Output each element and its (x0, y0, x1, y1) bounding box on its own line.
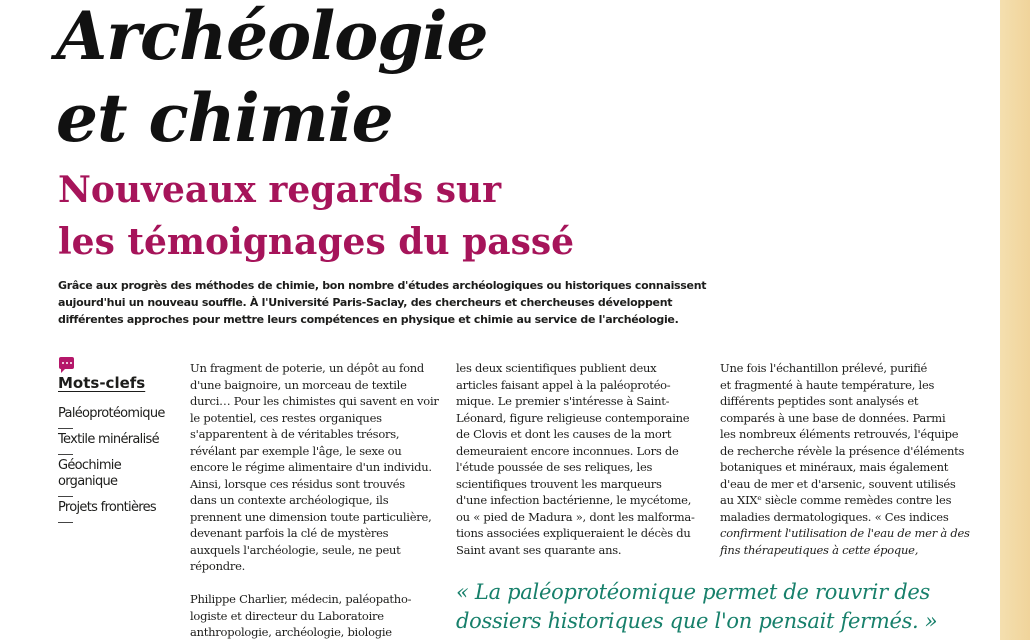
body-line: Une fois l'échantillon prélevé, purifié (720, 361, 928, 375)
body-line: scientifiques trouvent les marqueurs (456, 476, 662, 491)
body-line: s'apparentent à de véritables trésors, (190, 427, 400, 441)
keyword-item: Projets frontières (58, 500, 170, 523)
body-line: Ainsi, lorsque ces résidus sont trouvés (190, 476, 405, 491)
body-line-italic: confirment l'utilisation de l'eau de mer à des (720, 526, 970, 540)
body-line: d'eau de mer et d'arsenic, souvent utilisés (720, 476, 956, 491)
body-line: tions associées expliqueraient le décès du (456, 526, 691, 540)
body-line: et fragmenté à haute température, les (720, 377, 935, 392)
pull-quote-line-1: « La paléoprotéomique permet de rouvrir des (456, 580, 930, 604)
keyword-item: Géochimie organique (58, 458, 170, 497)
body-line: devenant parfois la clé de mystères (190, 526, 389, 540)
body-line: logiste et directeur du Laboratoire (190, 608, 384, 623)
body-line: ou « pied de Madura », dont les malforma- (456, 509, 695, 524)
speech-bubble-icon (59, 357, 74, 369)
body-line: demeuraient encore inconnues. Lors de (456, 443, 679, 458)
keyword-item: Textile minéralisé (58, 432, 170, 455)
body-line: botaniques et minéraux, mais également (720, 460, 949, 474)
article-subtitle-line-1: Nouveaux regards sur (58, 169, 502, 211)
body-line: l'étude poussée de ses reliques, les (456, 460, 653, 474)
body-line: mique. Le premier s'intéresse à Saint- (456, 394, 670, 408)
body-line: les nombreux éléments retrouvés, l'équipe (720, 427, 959, 441)
body-line: de Clovis et dont les causes de la mort (456, 427, 672, 441)
article-title-line-1: Archéologie (56, 0, 488, 75)
body-line: d'une infection bactérienne, le mycétome, (456, 493, 692, 507)
body-line: Léonard, figure religieuse contemporaine (456, 410, 690, 425)
body-line: auxquels l'archéologie, seule, ne peut (190, 542, 401, 557)
article-subtitle-line-2: les témoignages du passé (58, 221, 575, 263)
body-line-italic: fins thérapeutiques à cette époque, (720, 542, 919, 557)
body-line: les deux scientifiques publient deux (456, 361, 657, 375)
body-line: le potentiel, ces restes organiques (190, 410, 382, 425)
body-line: différents peptides sont analysés et (720, 394, 919, 408)
body-line: encore le régime alimentaire d'un individu. (190, 460, 432, 474)
body-line: comparés à une base de données. Parmi (720, 410, 946, 425)
body-line: anthropologie, archéologie, biologie (190, 625, 392, 639)
body-column-2 (456, 360, 695, 558)
body-line: articles faisant appel à la paléoprotéo- (456, 377, 671, 392)
body-line: durci… Pour les chimistes qui savent en voir (190, 394, 439, 408)
keyword-item: Paléoprotéomique (58, 406, 170, 429)
body-line: répondre. (190, 559, 246, 573)
body-line: prennent une dimension toute particulière, (190, 509, 432, 524)
body-line: Philippe Charlier, médecin, paléopatho- (190, 592, 412, 606)
body-line: révélant par exemple l'âge, le sexe ou (190, 443, 402, 458)
body-line: Saint avant ses quarante ans. (456, 542, 622, 557)
body-column-1 (190, 360, 439, 641)
keywords-list (58, 406, 170, 526)
body-line: maladies dermatologiques. « Ces indices (720, 509, 949, 524)
pull-quote-line-2: dossiers historiques que l'on pensait fermés. » (456, 609, 938, 633)
body-line: de recherche révèle la présence d'éléments (720, 443, 965, 458)
body-line: dans un contexte archéologique, ils (190, 493, 389, 507)
paragraph-spacer (190, 575, 439, 592)
body-line: au XIXᵉ siècle comme remèdes contre les (720, 493, 952, 507)
body-column-3 (720, 360, 970, 558)
body-line: Un fragment de poterie, un dépôt au fond (190, 361, 425, 375)
body-line: d'une baignoire, un morceau de textile (190, 377, 407, 392)
article-lede: Grâce aux progrès des méthodes de chimie, bon nombre d'études archéologiques ou historiques connaissent aujourd'hui un nouveau souffle. À l'Université Paris-Saclay, des chercheurs et chercheuses développent différentes approches pour mettre leurs compétences en physique et chimie au service de l'archéologie. (58, 279, 707, 326)
article-title-line-2: et chimie (56, 79, 393, 157)
page-margin-strip (1000, 0, 1030, 640)
keywords-title: Mots-clefs (58, 374, 146, 392)
